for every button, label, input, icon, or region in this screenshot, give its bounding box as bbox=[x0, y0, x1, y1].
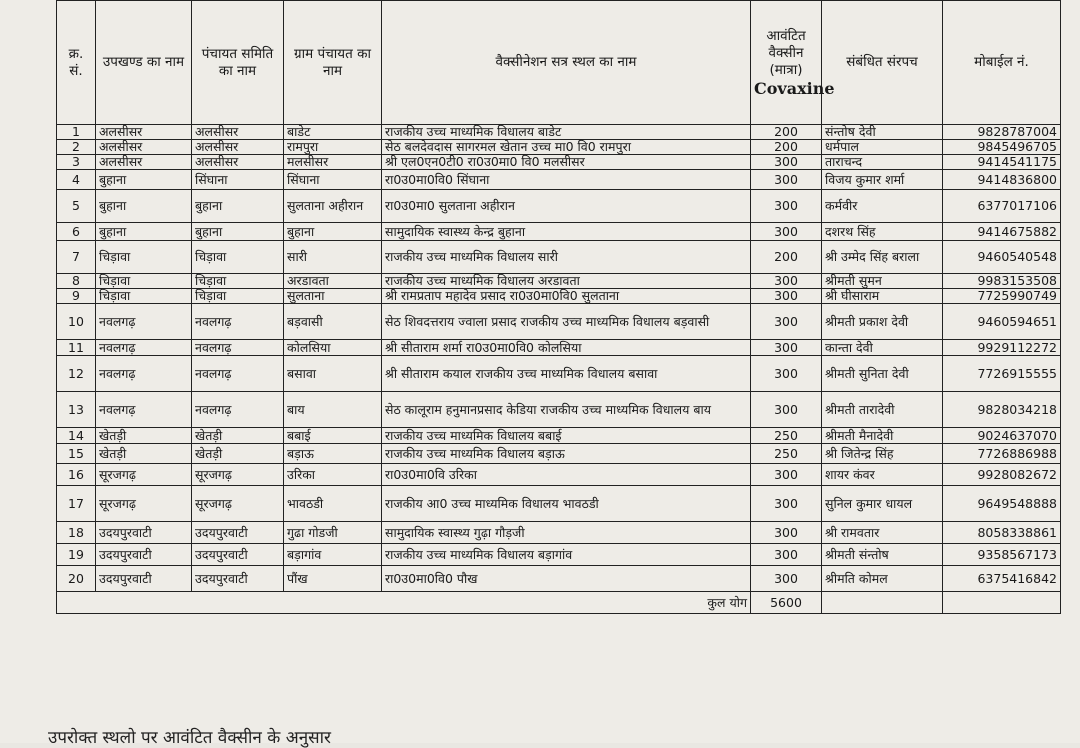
table-row bbox=[57, 428, 1061, 444]
table-row bbox=[57, 392, 1061, 428]
cell-mobile: 9414541175 bbox=[943, 155, 1061, 170]
cell-mobile: 9928082672 bbox=[943, 464, 1061, 486]
cell-panchayat-samiti: बुहाना bbox=[192, 190, 284, 223]
cell-subdivision: अलसीसर bbox=[96, 155, 192, 170]
header-mobile: मोबाईल नं. bbox=[943, 1, 1061, 125]
cell-mobile: 9845496705 bbox=[943, 140, 1061, 155]
cell-dose: 250 bbox=[751, 444, 822, 464]
total-label: कुल योग bbox=[57, 592, 751, 614]
cell-sno: 18 bbox=[57, 522, 96, 544]
cell-session-site: राजकीय आ0 उच्च माध्यमिक विधालय भावठडी bbox=[382, 486, 751, 522]
cell-subdivision: नवलगढ़ bbox=[96, 340, 192, 356]
cell-mobile: 8058338861 bbox=[943, 522, 1061, 544]
cell-subdivision: खेतड़ी bbox=[96, 428, 192, 444]
header-sno: क्र. सं. bbox=[57, 1, 96, 125]
header-vaccine bbox=[751, 1, 835, 125]
cell-sno: 14 bbox=[57, 428, 96, 444]
table-row bbox=[57, 289, 1061, 304]
cell-subdivision: चिड़ावा bbox=[96, 274, 192, 289]
cell-sno: 9 bbox=[57, 289, 96, 304]
cell-mobile: 9929112272 bbox=[943, 340, 1061, 356]
cell-sarpanch: श्री उम्मेद सिंह बराला bbox=[822, 241, 943, 274]
cell-subdivision: उदयपुरवाटी bbox=[96, 566, 192, 592]
cell-panchayat-samiti: सूरजगढ़ bbox=[192, 486, 284, 522]
footer-text: उपरोक्त स्थलो पर आवंटित वैक्सीन के अनुसार bbox=[48, 728, 331, 748]
cell-dose: 300 bbox=[751, 289, 822, 304]
cell-session-site: राजकीय उच्च माध्यमिक विधालय अरडावता bbox=[382, 274, 751, 289]
cell-dose: 300 bbox=[751, 544, 822, 566]
cell-mobile: 9460540548 bbox=[943, 241, 1061, 274]
table-row bbox=[57, 155, 1061, 170]
cell-dose: 300 bbox=[751, 522, 822, 544]
cell-panchayat-samiti: नवलगढ़ bbox=[192, 304, 284, 340]
cell-gram-panchayat: गुढा गोडजी bbox=[284, 522, 382, 544]
cell-panchayat-samiti: उदयपुरवाटी bbox=[192, 522, 284, 544]
cell-session-site: श्री सीताराम शर्मा रा0उ0मा0वि0 कोलसिया bbox=[382, 340, 751, 356]
cell-sno: 7 bbox=[57, 241, 96, 274]
cell-subdivision: खेतड़ी bbox=[96, 444, 192, 464]
header-gram-panchayat: ग्राम पंचायत का नाम bbox=[284, 1, 382, 125]
vaccination-table bbox=[56, 0, 1061, 614]
cell-mobile: 9983153508 bbox=[943, 274, 1061, 289]
cell-dose: 300 bbox=[751, 392, 822, 428]
cell-dose: 300 bbox=[751, 356, 822, 392]
cell-sno: 20 bbox=[57, 566, 96, 592]
table-row bbox=[57, 486, 1061, 522]
cell-mobile: 9460594651 bbox=[943, 304, 1061, 340]
cell-dose: 300 bbox=[751, 170, 822, 190]
cell-session-site: श्री रामप्रताप महादेव प्रसाद रा0उ0मा0वि0 सुलताना bbox=[382, 289, 751, 304]
cell-sno: 4 bbox=[57, 170, 96, 190]
cell-session-site: राजकीय उच्च माध्यमिक विधालय सारी bbox=[382, 241, 751, 274]
table-row bbox=[57, 170, 1061, 190]
table-row bbox=[57, 464, 1061, 486]
header-panchayat-samiti: पंचायत समिति का नाम bbox=[192, 1, 284, 125]
cell-sno: 10 bbox=[57, 304, 96, 340]
cell-subdivision: सूरजगढ़ bbox=[96, 464, 192, 486]
cell-sarpanch: श्री रामवतार bbox=[822, 522, 943, 544]
cell-gram-panchayat: सारी bbox=[284, 241, 382, 274]
cell-gram-panchayat: बड़वासी bbox=[284, 304, 382, 340]
header-session-site: वैक्सीनेशन सत्र स्थल का नाम bbox=[382, 1, 751, 125]
cell-mobile: 9414836800 bbox=[943, 170, 1061, 190]
cell-gram-panchayat: कोलसिया bbox=[284, 340, 382, 356]
total-empty-cell bbox=[822, 592, 943, 614]
cell-gram-panchayat: बाय bbox=[284, 392, 382, 428]
cell-subdivision: अलसीसर bbox=[96, 140, 192, 155]
cell-subdivision: बुहाना bbox=[96, 223, 192, 241]
cell-dose: 200 bbox=[751, 140, 822, 155]
cell-gram-panchayat: मलसीसर bbox=[284, 155, 382, 170]
cell-panchayat-samiti: खेतड़ी bbox=[192, 428, 284, 444]
cell-mobile: 6375416842 bbox=[943, 566, 1061, 592]
cell-dose: 300 bbox=[751, 190, 822, 223]
cell-panchayat-samiti: चिड़ावा bbox=[192, 241, 284, 274]
table-row bbox=[57, 304, 1061, 340]
cell-panchayat-samiti: नवलगढ़ bbox=[192, 356, 284, 392]
cell-sarpanch: श्रीमती सुनिता देवी bbox=[822, 356, 943, 392]
table-row bbox=[57, 125, 1061, 140]
cell-dose: 300 bbox=[751, 566, 822, 592]
cell-session-site: सेठ शिवदत्तराय ज्वाला प्रसाद राजकीय उच्च माध्यमिक विधालय बड़वासी bbox=[382, 304, 751, 340]
cell-subdivision: सूरजगढ़ bbox=[96, 486, 192, 522]
cell-session-site: रा0उ0मा0वि0 पौख bbox=[382, 566, 751, 592]
cell-gram-panchayat: भावठडी bbox=[284, 486, 382, 522]
cell-subdivision: उदयपुरवाटी bbox=[96, 522, 192, 544]
cell-sarpanch: श्रीमती सुमन bbox=[822, 274, 943, 289]
cell-panchayat-samiti: अलसीसर bbox=[192, 125, 284, 140]
cell-subdivision: चिड़ावा bbox=[96, 289, 192, 304]
cell-panchayat-samiti: बुहाना bbox=[192, 223, 284, 241]
cell-sno: 15 bbox=[57, 444, 96, 464]
cell-panchayat-samiti: नवलगढ़ bbox=[192, 340, 284, 356]
cell-session-site: राजकीय उच्च माध्यमिक विधालय बाडेट bbox=[382, 125, 751, 140]
cell-dose: 300 bbox=[751, 155, 822, 170]
cell-panchayat-samiti: सूरजगढ़ bbox=[192, 464, 284, 486]
cell-sarpanch: श्रीमती मैनादेवी bbox=[822, 428, 943, 444]
cell-subdivision: उदयपुरवाटी bbox=[96, 544, 192, 566]
cell-session-site: राजकीय उच्च माध्यमिक विधालय बड़ाऊ bbox=[382, 444, 751, 464]
cell-sno: 3 bbox=[57, 155, 96, 170]
cell-session-site: रा0उ0मा0वि उरिका bbox=[382, 464, 751, 486]
cell-sno: 8 bbox=[57, 274, 96, 289]
cell-sno: 5 bbox=[57, 190, 96, 223]
total-empty-cell bbox=[943, 592, 1061, 614]
cell-panchayat-samiti: अलसीसर bbox=[192, 155, 284, 170]
cell-sno: 19 bbox=[57, 544, 96, 566]
table-row bbox=[57, 566, 1061, 592]
table-row bbox=[57, 522, 1061, 544]
cell-sno: 1 bbox=[57, 125, 96, 140]
table-row bbox=[57, 223, 1061, 241]
cell-gram-panchayat: सिंघाना bbox=[284, 170, 382, 190]
cell-subdivision: बुहाना bbox=[96, 190, 192, 223]
header-sarpanch: संबंधित संरपच bbox=[822, 1, 943, 125]
cell-mobile: 9024637070 bbox=[943, 428, 1061, 444]
cell-sarpanch: कान्ता देवी bbox=[822, 340, 943, 356]
header-subdivision: उपखण्ड का नाम bbox=[96, 1, 192, 125]
cell-subdivision: अलसीसर bbox=[96, 125, 192, 140]
cell-mobile: 9358567173 bbox=[943, 544, 1061, 566]
cell-dose: 300 bbox=[751, 304, 822, 340]
cell-sarpanch: श्रीमती तारादेवी bbox=[822, 392, 943, 428]
table-row bbox=[57, 444, 1061, 464]
cell-sno: 13 bbox=[57, 392, 96, 428]
cell-mobile: 9649548888 bbox=[943, 486, 1061, 522]
cell-panchayat-samiti: चिड़ावा bbox=[192, 274, 284, 289]
cell-subdivision: नवलगढ़ bbox=[96, 356, 192, 392]
cell-sarpanch: श्रीमति कोमल bbox=[822, 566, 943, 592]
cell-dose: 200 bbox=[751, 241, 822, 274]
cell-mobile: 9828034218 bbox=[943, 392, 1061, 428]
cell-sarpanch: श्री घीसाराम bbox=[822, 289, 943, 304]
cell-gram-panchayat: बबाई bbox=[284, 428, 382, 444]
table-row bbox=[57, 241, 1061, 274]
table-row bbox=[57, 274, 1061, 289]
cell-mobile: 9414675882 bbox=[943, 223, 1061, 241]
table-row bbox=[57, 140, 1061, 155]
cell-mobile: 7725990749 bbox=[943, 289, 1061, 304]
cell-sarpanch: सुनिल कुमार धायल bbox=[822, 486, 943, 522]
cell-panchayat-samiti: सिंघाना bbox=[192, 170, 284, 190]
cell-subdivision: नवलगढ़ bbox=[96, 304, 192, 340]
cell-session-site: राजकीय उच्च माध्यमिक विधालय बड़ागांव bbox=[382, 544, 751, 566]
cell-mobile: 7726915555 bbox=[943, 356, 1061, 392]
cell-panchayat-samiti: उदयपुरवाटी bbox=[192, 544, 284, 566]
cell-sno: 6 bbox=[57, 223, 96, 241]
cell-session-site: सेठ कालूराम हनुमानप्रसाद केडिया राजकीय उच्च माध्यमिक विधालय बाय bbox=[382, 392, 751, 428]
cell-mobile: 7726886988 bbox=[943, 444, 1061, 464]
table-row bbox=[57, 340, 1061, 356]
cell-sarpanch: श्री जितेन्द्र सिंह bbox=[822, 444, 943, 464]
total-value: 5600 bbox=[751, 592, 822, 614]
cell-session-site: सामुदायिक स्वास्थ्य गुढ़ा गौड़जी bbox=[382, 522, 751, 544]
cell-gram-panchayat: सुलताना bbox=[284, 289, 382, 304]
cell-gram-panchayat: सुलताना अहीरान bbox=[284, 190, 382, 223]
cell-sarpanch: श्रीमती प्रकाश देवी bbox=[822, 304, 943, 340]
cell-sno: 17 bbox=[57, 486, 96, 522]
cell-dose: 300 bbox=[751, 274, 822, 289]
table-row bbox=[57, 356, 1061, 392]
header-row bbox=[57, 1, 1061, 125]
cell-gram-panchayat: बड़ागांव bbox=[284, 544, 382, 566]
cell-gram-panchayat: बाडेट bbox=[284, 125, 382, 140]
cell-session-site: राजकीय उच्च माध्यमिक विधालय बबाई bbox=[382, 428, 751, 444]
cell-sno: 2 bbox=[57, 140, 96, 155]
cell-session-site: श्री सीताराम कयाल राजकीय उच्च माध्यमिक विधालय बसावा bbox=[382, 356, 751, 392]
cell-sno: 11 bbox=[57, 340, 96, 356]
cell-sarpanch: श्रीमती संन्तोष bbox=[822, 544, 943, 566]
cell-dose: 300 bbox=[751, 486, 822, 522]
cell-gram-panchayat: बुहाना bbox=[284, 223, 382, 241]
cell-dose: 300 bbox=[751, 464, 822, 486]
cell-gram-panchayat: रामपुरा bbox=[284, 140, 382, 155]
cell-mobile: 6377017106 bbox=[943, 190, 1061, 223]
cell-session-site: श्री एल0एन0टी0 रा0उ0मा0 वि0 मलसीसर bbox=[382, 155, 751, 170]
header-vaccine-allotted: आवंटित वैक्सीन (मात्रा) bbox=[766, 27, 806, 78]
cell-sarpanch: विजय कुमार शर्मा bbox=[822, 170, 943, 190]
cell-gram-panchayat: बड़ाऊ bbox=[284, 444, 382, 464]
cell-sarpanch: ताराचन्द bbox=[822, 155, 943, 170]
table-row bbox=[57, 190, 1061, 223]
cell-panchayat-samiti: नवलगढ़ bbox=[192, 392, 284, 428]
cell-sarpanch: दशरथ सिंह bbox=[822, 223, 943, 241]
header-vaccine-name: Covaxine bbox=[754, 78, 835, 98]
cell-session-site: रा0उ0मा0वि0 सिंघाना bbox=[382, 170, 751, 190]
table-row bbox=[57, 544, 1061, 566]
cell-panchayat-samiti: चिड़ावा bbox=[192, 289, 284, 304]
cell-gram-panchayat: उरिका bbox=[284, 464, 382, 486]
cell-gram-panchayat: बसावा bbox=[284, 356, 382, 392]
cell-mobile: 9828787004 bbox=[943, 125, 1061, 140]
cell-subdivision: नवलगढ़ bbox=[96, 392, 192, 428]
cell-subdivision: चिड़ावा bbox=[96, 241, 192, 274]
cell-session-site: सामुदायिक स्वास्थ्य केन्द्र बुहाना bbox=[382, 223, 751, 241]
cell-session-site: सेठ बलदेवदास सागरमल खेतान उच्च मा0 वि0 रामपुरा bbox=[382, 140, 751, 155]
cell-sarpanch: कर्मवीर bbox=[822, 190, 943, 223]
cell-panchayat-samiti: उदयपुरवाटी bbox=[192, 566, 284, 592]
cell-dose: 300 bbox=[751, 340, 822, 356]
cell-panchayat-samiti: खेतड़ी bbox=[192, 444, 284, 464]
cell-session-site: रा0उ0मा0 सुलताना अहीरान bbox=[382, 190, 751, 223]
cell-sarpanch: शायर कंवर bbox=[822, 464, 943, 486]
cell-dose: 300 bbox=[751, 223, 822, 241]
cell-dose: 200 bbox=[751, 125, 822, 140]
cell-panchayat-samiti: अलसीसर bbox=[192, 140, 284, 155]
cell-gram-panchayat: अरडावता bbox=[284, 274, 382, 289]
cell-gram-panchayat: पौंख bbox=[284, 566, 382, 592]
cell-sno: 12 bbox=[57, 356, 96, 392]
cell-sarpanch: धर्मपाल bbox=[822, 140, 943, 155]
cell-sarpanch: संन्तोष देवी bbox=[822, 125, 943, 140]
cell-subdivision: बुहाना bbox=[96, 170, 192, 190]
cell-sno: 16 bbox=[57, 464, 96, 486]
total-row bbox=[57, 592, 1061, 614]
cell-dose: 250 bbox=[751, 428, 822, 444]
